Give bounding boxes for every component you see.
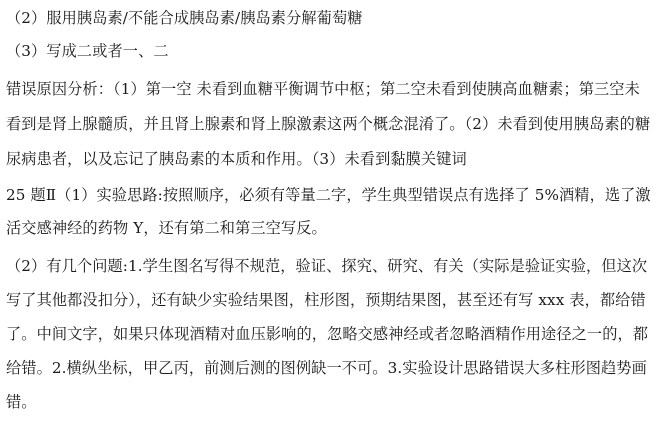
text-line-8: （2）有几个问题:1.学生图名写得不规范，验证、探究、研究、有关（实际是验证实验，但这次 (6, 257, 648, 275)
text-line-1: （2）服用胰岛素/不能合成胰岛素/胰岛素分解葡萄糖 (6, 9, 363, 27)
text-line-3: 错误原因分析：（1）第一空 未看到血糖平衡调节中枢；第二空未看到使胰高血糖素；第三空未 (6, 80, 640, 98)
text-line-9: 写了其他都没扣分），还有缺少实验结果图，柱形图，预期结果图，甚至还有写 xxx 表，都给错 (6, 291, 646, 309)
text-line-4: 看到是肾上腺髓质，并且肾上腺素和肾上腺激素这两个概念混淆了。（2）未看到使用胰岛素的糖 (6, 115, 651, 133)
text-line-2: （3）写成二或者一、二 (6, 42, 169, 60)
text-line-11: 给错。2.横纵坐标，甲乙丙，前测后测的图例缺一不可。3.实验设计思路错误大多柱形图趋势画 (6, 359, 647, 377)
text-line-5: 尿病患者，以及忘记了胰岛素的本质和作用。（3）未看到黏膜关键词 (6, 150, 467, 168)
text-line-10: 了。中间文字，如果只体现酒精对血压影响的，忽略交感神经或者忽略酒精作用途径之一的，都 (6, 325, 649, 343)
text-line-6: 25 题Ⅱ（1）实验思路:按照顺序，必须有等量二字，学生典型错误点有选择了 5%酒精，选了激 (6, 186, 651, 204)
text-line-12: 错。 (6, 393, 37, 411)
text-line-7: 活交感神经的药物 Y，还有第二和第三空写反。 (6, 219, 327, 237)
